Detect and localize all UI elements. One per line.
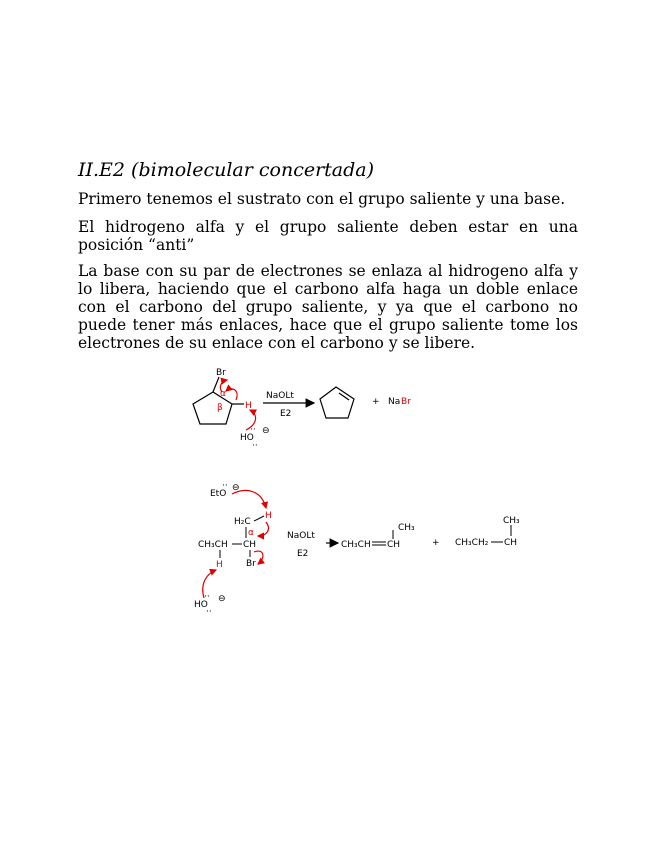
lone-pair-dots: ·· [204,592,210,602]
beta-label: β [217,403,223,413]
br-label: Br [246,559,256,569]
reagent-label: NaOLt [287,531,315,541]
paragraph-text: Primero tenemos el sustrato con el grupo saliente y una base. [78,190,566,208]
cyclopentene-ring [320,387,354,418]
electron-arrow-bond [258,522,268,536]
paragraph-text: La base con su par de electrones se enlaza al hidrogeno alfa y lo libera, haciendo que el carbono alfa haga un doble enlace con el carbono del grupo saliente, y ya que el carbono no puede tener más enlaces, hace que el grupo saliente tome los electrones de su enlace con el carbono y se libere. [78,262,578,352]
hydrogen-label: H [245,401,252,411]
product1-chain-label: CH₃CH [341,540,371,550]
reagent-label: NaOLt [266,391,294,401]
negative-charge-icon: ⊖ [232,483,240,493]
c-br-bond [213,377,219,392]
lone-pair-dots: ·· [222,481,228,491]
plus-sign: + [372,397,380,407]
cyclopentane-ring [193,392,232,424]
product2-chain-label: CH₃CH₂ [455,538,489,548]
hydroxide-label: HO [240,433,254,443]
lone-pair-dots: ·· [250,425,256,435]
product1-ch-label: CH [387,540,401,550]
lone-pair-dots: ·· [252,441,258,451]
negative-charge-icon: ⊖ [262,426,270,436]
hydroxide-label: HO [194,600,208,610]
bromide-label: Br [401,397,411,407]
electron-arrow-bond [226,389,237,400]
hydrogen-top-label: H [265,511,272,521]
paragraph-text: El hidrogeno alfa y el grupo saliente deben estar en una posición “anti” [78,218,578,254]
c-h-bond [254,516,264,521]
scheme-cyclopentyl-e2 [193,368,411,451]
mechanism-label: E2 [280,409,292,419]
alpha-label: α [220,389,226,399]
negative-charge-icon: ⊖ [218,594,226,604]
product2-ch3-label: CH₃ [503,516,520,526]
alpha-label: α [248,528,254,538]
lone-pair-dots: ·· [206,607,212,617]
product1-ch3-label: CH₃ [398,523,415,533]
chain-left-label: CH₃CH [198,540,228,550]
section-heading: II.E2 (bimolecular concertada) [78,159,375,181]
sodium-label: Na [388,397,401,407]
electron-arrow-ethoxide [232,490,266,508]
scheme-bromobutane-e2 [194,481,520,617]
hydrogen-bottom-label: H [216,560,223,570]
mechanism-label: E2 [297,549,309,559]
ethoxide-label: EtO [210,489,227,499]
chain-right-label: CH [243,540,257,550]
plus-sign: + [432,538,440,548]
product2-ch-label: CH [504,538,518,548]
h2c-label: H₂C [234,517,251,527]
br-label: Br [216,368,226,378]
